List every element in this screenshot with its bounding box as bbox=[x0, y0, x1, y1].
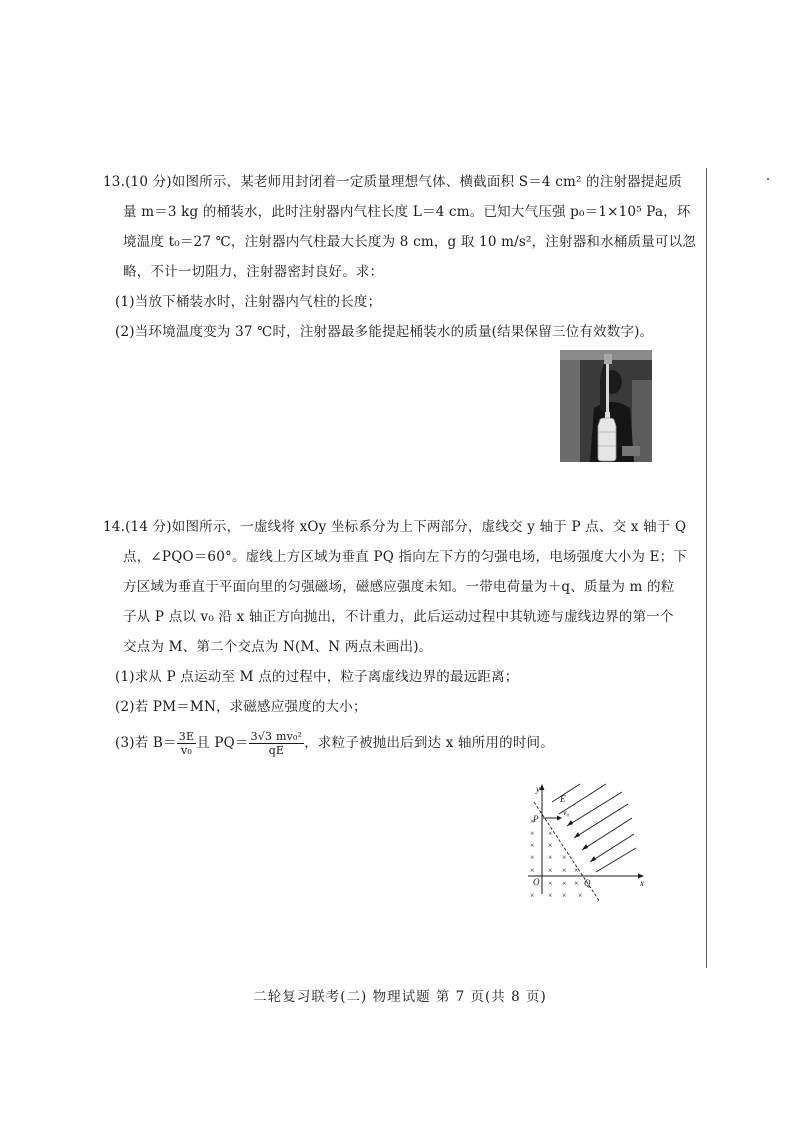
svg-text:×: × bbox=[548, 841, 553, 850]
fraction-b bbox=[177, 730, 196, 757]
fraction-pq-numerator: 3√3 mv₀² bbox=[250, 730, 303, 743]
y-axis-arrow bbox=[540, 784, 545, 790]
svg-text:×: × bbox=[562, 866, 567, 875]
syringe-bottle-photo bbox=[560, 350, 652, 462]
field-diagram bbox=[522, 782, 654, 904]
q14-line-4: 子从 P 点以 v₀ 沿 x 轴正方向抛出，不计重力，此后运动过程中其轨迹与虚线边界的第一个 bbox=[123, 609, 674, 625]
label-y: y bbox=[536, 784, 540, 794]
svg-text:×: × bbox=[530, 817, 535, 826]
magnetic-field-crosses bbox=[530, 817, 583, 900]
svg-text:×: × bbox=[562, 891, 567, 900]
svg-text:×: × bbox=[548, 891, 553, 900]
q14-part-3 bbox=[103, 728, 687, 758]
q13-line-1: 13.(10 分)如图所示，某老师用封闭着一定质量理想气体、横截面积 S＝4 cm² 的注射器提起质 bbox=[103, 174, 682, 190]
label-x: x bbox=[640, 878, 644, 888]
svg-text:×: × bbox=[548, 879, 553, 888]
photo-illustration bbox=[560, 350, 652, 462]
svg-text:×: × bbox=[548, 866, 553, 875]
q14-part-2: (2)若 PM＝MN，求磁感应强度的大小； bbox=[115, 699, 367, 715]
svg-text:×: × bbox=[574, 866, 579, 875]
fraction-pq-denominator: qE bbox=[268, 744, 285, 757]
q14-line-1: 14.(14 分)如图所示，一虚线将 xOy 坐标系分为上下两部分，虚线交 y 轴于 P 点、交 x 轴于 Q bbox=[103, 519, 687, 535]
q14-part-3-prefix: (3)若 B＝ bbox=[115, 735, 177, 751]
margin-rule bbox=[706, 168, 707, 968]
svg-text:×: × bbox=[530, 853, 535, 862]
label-p: P bbox=[533, 814, 539, 824]
label-o: O bbox=[533, 877, 540, 887]
question-14 bbox=[103, 512, 687, 758]
svg-text:×: × bbox=[562, 879, 567, 888]
label-v0: v₀ bbox=[563, 808, 570, 817]
q14-part-3-suffix: ，求粒子被抛出后到达 x 轴所用的时间。 bbox=[304, 735, 554, 751]
q14-part-3-mid: 且 PQ＝ bbox=[196, 735, 249, 751]
fraction-b-numerator: 3E bbox=[178, 730, 195, 743]
question-13 bbox=[103, 167, 696, 347]
svg-text:×: × bbox=[530, 829, 535, 838]
scan-speck bbox=[767, 178, 769, 180]
fraction-b-denominator: v₀ bbox=[180, 744, 192, 757]
q14-line-5: 交点为 M、第二个交点为 N(M、N 两点未画出)。 bbox=[123, 639, 433, 655]
q13-part-1: (1)当放下桶装水时，注射器内气柱的长度； bbox=[115, 294, 382, 310]
q13-line-4: 略，不计一切阻力，注射器密封良好。求： bbox=[123, 264, 384, 280]
q14-line-2: 点，∠PQO＝60°。虚线上方区域为垂直 PQ 指向左下方的匀强电场，电场强度大小为 E；下 bbox=[123, 549, 688, 565]
label-q: Q bbox=[584, 878, 591, 888]
velocity-arrowhead bbox=[557, 816, 562, 821]
field-arrowheads bbox=[567, 820, 596, 862]
fraction-pq bbox=[249, 730, 305, 757]
svg-text:×: × bbox=[574, 879, 579, 888]
svg-text:×: × bbox=[548, 853, 553, 862]
q14-part-1: (1)求从 P 点运动至 M 点的过程中，粒子离虚线边界的最远距离； bbox=[115, 669, 519, 685]
q14-line-3: 方区域为垂直于平面向里的匀强磁场，磁感应强度未知。一带电荷量为＋q、质量为 m 的粒 bbox=[123, 579, 675, 595]
label-e: E bbox=[560, 794, 566, 804]
svg-text:×: × bbox=[548, 829, 553, 838]
q13-line-2: 量 m＝3 kg 的桶装水，此时注射器内气柱长度 L＝4 cm。已知大气压强 p₀＝1×10⁵ Pa，环 bbox=[123, 204, 691, 220]
field-diagram-svg bbox=[522, 782, 654, 904]
q13-line-3: 境温度 t₀＝27 ℃，注射器内气柱最大长度为 8 cm，g 取 10 m/s²，注射器和水桶质量可以忽 bbox=[123, 234, 697, 250]
page-footer: 二轮复习联考(二) 物理试题 第 7 页(共 8 页) bbox=[253, 989, 547, 1005]
svg-text:×: × bbox=[530, 891, 535, 900]
svg-text:×: × bbox=[530, 866, 535, 875]
svg-text:×: × bbox=[578, 891, 583, 900]
svg-text:×: × bbox=[562, 853, 567, 862]
q13-part-2: (2)当环境温度变为 37 ℃时，注射器最多能提起桶装水的质量(结果保留三位有效数字)。 bbox=[115, 324, 654, 340]
svg-text:×: × bbox=[530, 841, 535, 850]
